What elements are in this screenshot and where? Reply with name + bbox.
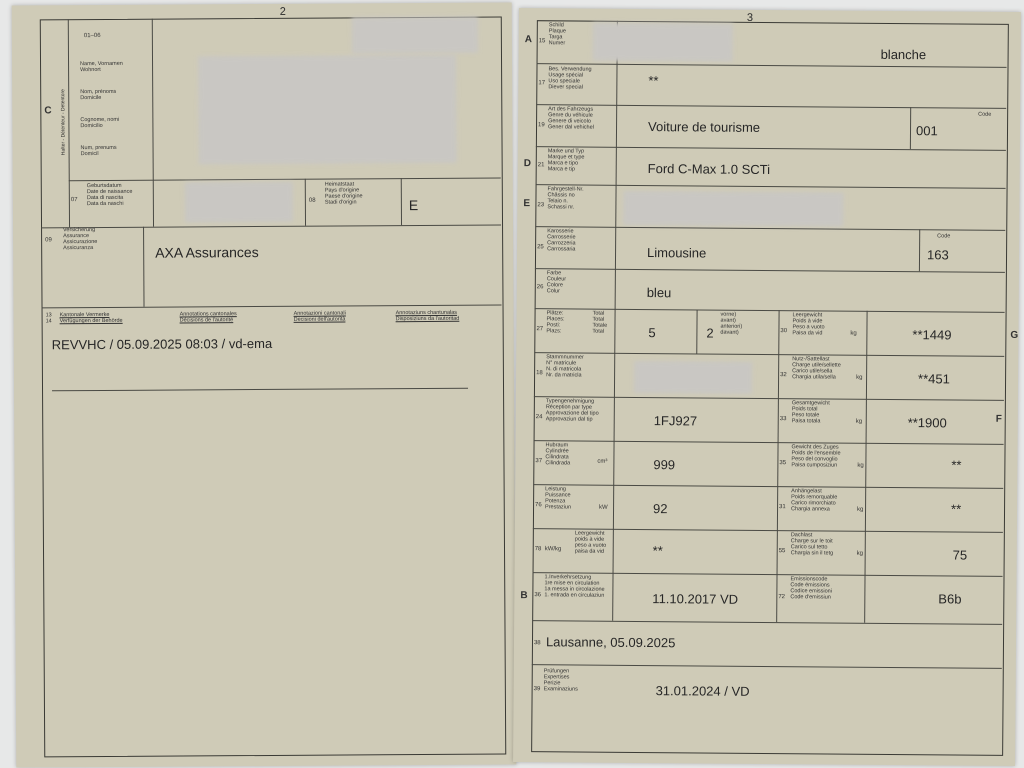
f55-unit: kg [856, 550, 864, 557]
redacted-chassis [623, 191, 843, 227]
page-number: 3 [746, 11, 754, 24]
f25-code: 163 [926, 247, 949, 263]
f21-value: Ford C-Max 1.0 SCTi [647, 161, 771, 178]
f55-number: 55 [778, 548, 786, 555]
f31-number: 31 [779, 504, 786, 511]
f15-number: 15 [538, 38, 546, 45]
f37-unit: cm³ [597, 458, 608, 465]
birthdate-field-number: 07 [70, 197, 78, 204]
f78-unit-label: kW/kg [544, 546, 562, 553]
f24-label: Typengenehmigung Réception par type Approvazione del tipo Approvaziun dal tip [545, 398, 599, 423]
f72-value: B6b [938, 591, 962, 607]
f76-value: 92 [652, 501, 668, 517]
f55-value: 75 [952, 547, 968, 563]
page-number: 2 [279, 5, 286, 18]
f19-code: 001 [915, 123, 938, 139]
letter-d: D [523, 158, 532, 170]
f33-label: Gesamtgewicht Poids total Peso totale Paisa totala [791, 400, 830, 425]
origin-field-number: 08 [308, 197, 316, 204]
f32-value: **451 [918, 371, 950, 387]
f19-value: Voiture de tourisme [647, 119, 761, 135]
f37-label: Hubraum Cylindrée Cilindrata Cilindrada [545, 442, 571, 467]
f19-code-label: Code [978, 111, 992, 118]
f76-number: 76 [535, 502, 542, 509]
left-page [12, 2, 517, 767]
f18-label: Stammnummer N° matricule N. di matricola Nr. da matricla [546, 354, 584, 379]
letter-a: A [524, 34, 532, 46]
f33-number: 33 [779, 416, 787, 423]
f33-value: **1900 [907, 415, 947, 431]
redacted-holder-name [198, 55, 457, 165]
f17-value: ** [648, 73, 659, 89]
redacted-birthdate [185, 182, 293, 223]
holder-label-rm: Num, prenums Domicil [80, 144, 117, 158]
annotations-header-it: Annotazioni cantonali Decisioni dell'autorità [293, 310, 346, 323]
right-page [513, 8, 1021, 766]
f78-value: ** [652, 543, 663, 559]
birthdate-label: Geburtsdatum Date de naissance Data di nascita Data da naschi [86, 182, 133, 208]
f36-number: 36 [534, 592, 542, 599]
insurance-label: Versicherung Assurance Assicurazione Assicuranza [63, 227, 98, 252]
f25-number: 25 [537, 244, 544, 251]
f19-label: Art des Fahrzeugs Genre du véhicule Genere di veicolo Gener dal vehichel [548, 106, 594, 131]
f31-value: ** [950, 501, 962, 517]
f27-label: Plätze: Places: Posti: Plazs: [546, 310, 565, 335]
f32-unit: kg [856, 374, 863, 381]
f23-label: Fahrgestell-Nr. Châssis no Telaio n. Schassi nr. [547, 186, 584, 211]
f15-value: blanche [880, 46, 927, 63]
holder-field-number: 01–06 [83, 32, 101, 40]
section-letter-c: C [44, 105, 52, 117]
f26-number: 26 [536, 284, 544, 291]
annotations-header-rm: Annotaziuns chantunalas Disposiziuns da l'autoritad [395, 309, 460, 323]
f32-number: 32 [780, 372, 787, 379]
f35-value: ** [951, 457, 962, 473]
origin-value: E [408, 197, 419, 214]
f39-number: 39 [533, 686, 541, 693]
insurance-field-number: 09 [45, 237, 52, 244]
holder-label-de: Name, Vornamen Wohnort [80, 60, 123, 74]
redacted-plate [593, 23, 733, 62]
holder-label-it: Cognome, nomi Domicilio [80, 116, 120, 130]
holder-label-fr: Nom, prénoms Domicile [80, 88, 117, 102]
f26-value: bleu [646, 285, 672, 301]
annotations-header-fr: Annotations cantonales Décisions de l'autorité [179, 311, 237, 324]
f72-number: 72 [778, 594, 786, 601]
f78-number: 78 [534, 546, 542, 553]
f72-label: Emissionscode Code émissions Codice emissioni Code d'emissiun [790, 576, 832, 601]
f30-label: Leergewicht Poids à vide Peso a vuoto Paisa da vid [792, 312, 825, 337]
f32-label: Nutz-/Sattellast Charge utile/sellette Carico utile/sella Chargia utila/sella [792, 356, 841, 381]
f36-value: 11.10.2017 VD [652, 591, 739, 607]
f27-front: 2 [706, 325, 714, 341]
f21-label: Marke und Typ Marque et type Marca e tipo Marca e tip [547, 148, 585, 173]
f30-value: **1449 [912, 327, 952, 343]
f17-label: Bes. Verwendung Usage spécial Uso speciale Diever special [548, 66, 592, 91]
letter-b: B [520, 590, 528, 602]
redacted-matricule [634, 361, 752, 394]
origin-label: Heimatstaat Pays d'origine Paese d'origine Stadi d'origin [324, 181, 363, 206]
f23-number: 23 [537, 202, 545, 209]
f21-number: 21 [537, 162, 545, 169]
f31-label: Anhängelast Poids remorquable Carico rimorchiato Chargia annexa [791, 488, 838, 513]
f30-number: 30 [780, 328, 788, 335]
f17-number: 17 [538, 80, 546, 87]
f38-value: Lausanne, 05.09.2025 [545, 634, 676, 651]
f18-number: 18 [536, 370, 543, 377]
annotations-header-de: Kantonale Vermerke Verfügungen der Behörde [59, 311, 123, 325]
f27-total: 5 [648, 325, 656, 341]
f27-total-label: Total Total Totale Total [592, 310, 608, 335]
f37-number: 37 [535, 458, 543, 465]
letter-g: G [1010, 329, 1019, 341]
f76-unit: kW [599, 504, 608, 511]
f31-unit: kg [857, 506, 864, 513]
letter-e: E [523, 198, 531, 210]
f24-number: 24 [535, 414, 543, 421]
annotation-entry: REVVHC / 05.09.2025 08:03 / vd-ema [51, 335, 273, 353]
insurance-value: AXA Assurances [155, 244, 259, 261]
f26-label: Farbe Couleur Colore Colur [546, 270, 567, 295]
f25-label: Karosserie Carrosserie Carrozzeria Carrossaria [547, 228, 576, 253]
f39-value: 31.01.2024 / VD [655, 683, 750, 699]
f39-label: Prüfungen Expertises Perizie Examinaziuns [543, 668, 578, 693]
f76-label: Leistung Puissance Potenza Prestaziun [545, 486, 572, 511]
f35-unit: kg [857, 462, 864, 469]
f24-value: 1FJ927 [653, 413, 698, 429]
f36-label: 1.Inverkehrsetzung 1re mise en circulation 1a messa in circolazione 1. entrada en circulaziun [544, 574, 605, 599]
f35-number: 35 [779, 460, 787, 467]
f27-number: 27 [536, 326, 544, 333]
f33-unit: kg [855, 418, 863, 425]
f78-label: Leergewicht poids à vide peso a vuoto paisa da vid [574, 530, 607, 555]
f27-front-label: vorne) avant) anteriori) davant) [720, 311, 743, 336]
redacted-holder-extra [352, 17, 478, 54]
f25-value: Limousine [646, 245, 707, 261]
f35-label: Gewicht des Zuges Poids de l'ensemble Peso del convoglio Paisa cumposiziun [791, 444, 841, 469]
f15-label: Schild Plaque Targa Numer [548, 22, 566, 47]
f25-code-label: Code [937, 233, 951, 240]
annotations-field-numbers: 13 14 [45, 312, 52, 325]
letter-f: F [995, 413, 1002, 425]
f55-label: Dachlast Charge sur le toit Carico sul tetto Chargia sin il tetg [790, 532, 834, 557]
f37-value: 999 [653, 457, 676, 473]
f38-number: 38 [533, 640, 541, 647]
f30-unit: kg [850, 330, 857, 337]
holder-side-labels: Halter - Détenteur - Detentore [60, 89, 67, 156]
f19-number: 19 [538, 122, 545, 129]
